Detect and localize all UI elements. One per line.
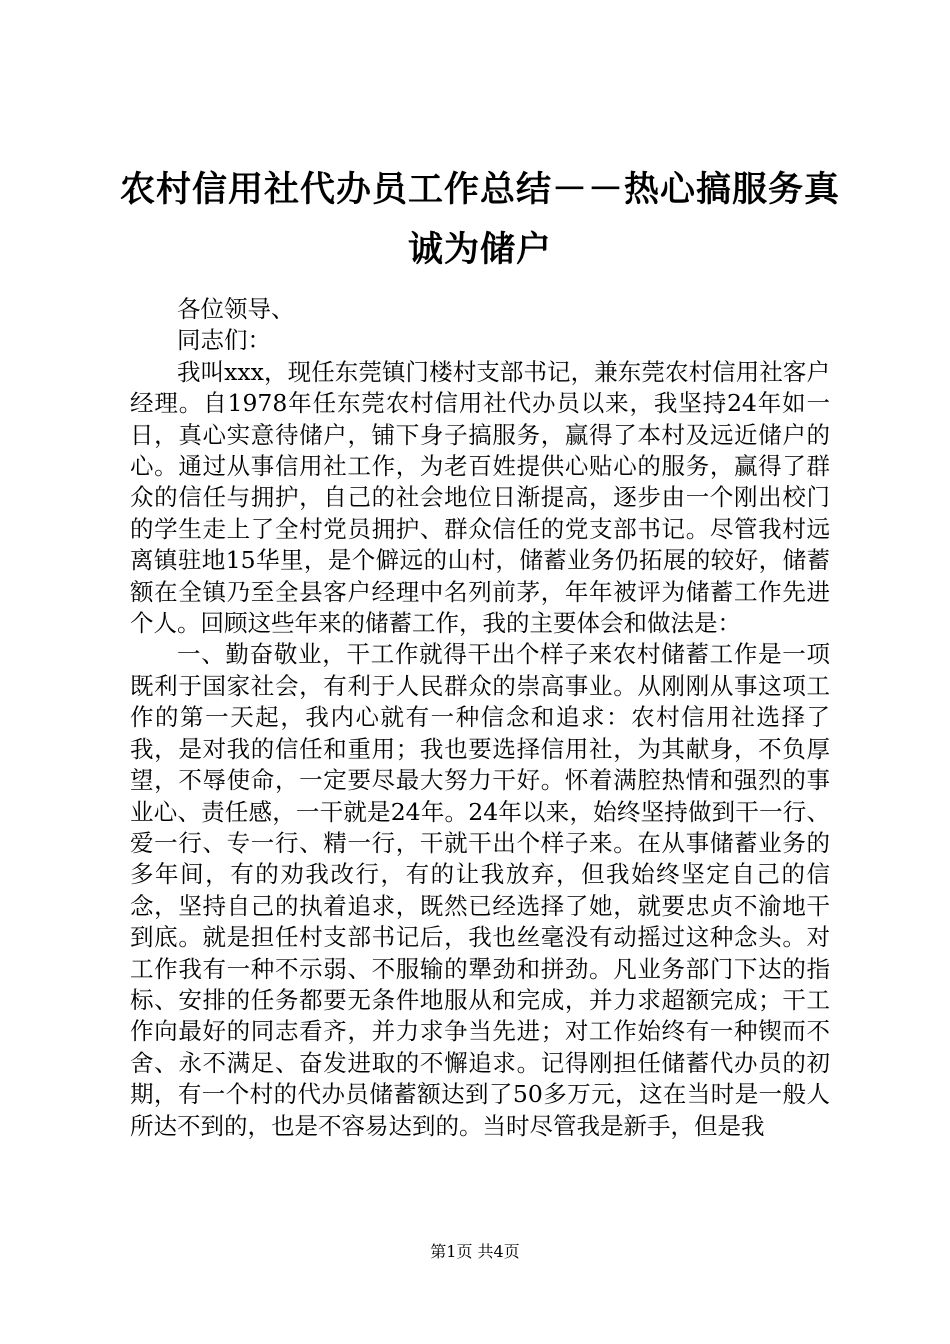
page-number-footer: 第1页 共4页 <box>430 1242 520 1261</box>
document-title: 农村信用社代办员工作总结－－热心搞服务真诚为储户 <box>120 170 841 270</box>
paragraph: 我叫xxx，现任东莞镇门楼村支部书记，兼东莞农村信用社客户经理。自1978年任东莞农村信用社代办员以来，我坚持24年如一日，真心实意待储户，铺下身子搞服务，赢得了本村及远近储户的心。通过从事信用社工作，为老百姓提供心贴心的服务，赢得了群众的信任与拥护，自己的社会地位日渐提高，逐步由一个刚出校门的学生走上了全村党员拥护、群众信任的党支部书记。尽管我村远离镇驻地15华里，是个僻远的山村，储蓄业务仍拓展的较好，储蓄额在全镇乃至全县客户经理中名列前茅，年年被评为储蓄工作先进个人。回顾这些年来的储蓄工作，我的主要体会和做法是： <box>130 357 830 638</box>
greeting-line: 各位领导、 <box>177 295 295 323</box>
document-body <box>130 294 830 1142</box>
paragraph: 一、勤奋敬业，干工作就得干出个样子来农村储蓄工作是一项既利于国家社会，有利于人民群众的崇高事业。从刚刚从事这项工作的第一天起，我内心就有一种信念和追求：农村信用社选择了我，是对我的信任和重用；我也要选择信用社，为其献身，不负厚望，不辱使命，一定要尽最大努力干好。怀着满腔热情和强烈的事业心、责任感，一干就是24年。24年以来，始终坚持做到干一行、爱一行、专一行、精一行，干就干出个样子来。在从事储蓄业务的多年间，有的劝我改行，有的让我放弃，但我始终坚定自己的信念，坚持自己的执着追求，既然已经选择了她，就要忠贞不渝地干到底。就是担任村支部书记后，我也丝毫没有动摇过这种念头。对工作我有一种不示弱、不服输的犟劲和拼劲。凡业务部门下达的指标、安排的任务都要无条件地服从和完成，并力求超额完成；干工作向最好的同志看齐，并力求争当先进；对工作始终有一种锲而不舍、永不满足、奋发进取的不懈追求。记得刚担任储蓄代办员的初期，有一个村的代办员储蓄额达到了50多万元，这在当时是一般人所达不到的，也是不容易达到的。当时尽管我是新手，但是我 <box>130 640 830 1140</box>
greeting-line: 同志们： <box>177 326 271 355</box>
